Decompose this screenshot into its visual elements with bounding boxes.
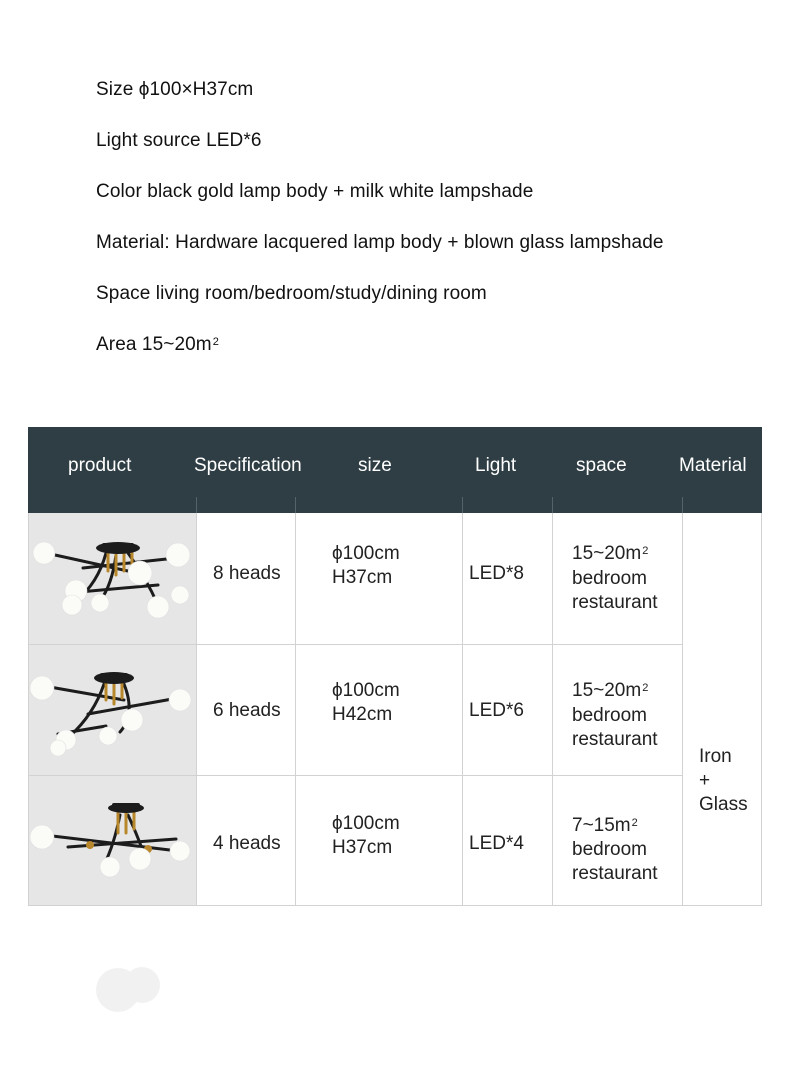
product-table: [28, 427, 762, 906]
space-restaurant: restaurant: [572, 863, 658, 884]
product-image-8-heads: [28, 513, 196, 644]
spec-light-source: Light source LED*6: [96, 130, 262, 151]
grid-line: [295, 513, 296, 906]
light-value: LED*8: [469, 563, 524, 584]
spec-size: Size ϕ100×H37cm: [96, 79, 254, 100]
space-restaurant: restaurant: [572, 592, 658, 613]
spec-heads: 4 heads: [213, 833, 281, 854]
spec-space: Space living room/bedroom/study/dining room: [96, 283, 487, 304]
header-divider: [295, 497, 296, 513]
space-area: [572, 679, 648, 703]
size-diameter: ϕ100cm: [332, 680, 400, 701]
space-bedroom: bedroom: [572, 705, 647, 726]
space-area-sup: 2: [631, 817, 638, 829]
size-diameter: ϕ100cm: [332, 543, 400, 564]
space-area: [572, 814, 638, 838]
header-divider: [552, 497, 553, 513]
light-value: LED*4: [469, 833, 524, 854]
material-plus: +: [699, 770, 711, 791]
table-row: [28, 775, 762, 906]
table-header: [28, 427, 762, 513]
table-body: [28, 513, 762, 906]
space-area-text: 15~20m: [572, 680, 642, 701]
material-glass: Glass: [699, 794, 748, 815]
material-cell: [682, 513, 762, 906]
grid-line: [682, 513, 683, 906]
header-size: size: [358, 455, 392, 476]
grid-line: [28, 513, 29, 906]
space-area-sup: 2: [642, 682, 649, 694]
grid-line: [28, 905, 762, 906]
header-material: Material: [679, 455, 747, 476]
spec-area: [96, 331, 664, 382]
grid-line: [28, 644, 682, 645]
size-diameter: ϕ100cm: [332, 813, 400, 834]
header-specification: Specification: [194, 455, 302, 476]
space-area: [572, 542, 648, 566]
space-area-text: 7~15m: [572, 815, 631, 836]
grid-line: [462, 513, 463, 906]
table-row: [28, 513, 762, 644]
grid-line: [761, 513, 762, 906]
watermark-shape: [88, 955, 168, 1025]
header-space: space: [576, 455, 627, 476]
spec-area-text: Area 15~20m: [96, 334, 212, 355]
spec-heads: 8 heads: [213, 563, 281, 584]
spec-heads: 6 heads: [213, 700, 281, 721]
size-height: H42cm: [332, 704, 393, 725]
size-height: H37cm: [332, 837, 393, 858]
space-bedroom: bedroom: [572, 568, 647, 589]
size-height: H37cm: [332, 567, 393, 588]
product-image-4-heads: [28, 775, 196, 906]
header-light: Light: [475, 455, 517, 476]
space-restaurant: restaurant: [572, 729, 658, 750]
header-divider: [462, 497, 463, 513]
header-product: product: [68, 455, 132, 476]
spec-area-sup: 2: [212, 336, 219, 348]
spec-color: Color black gold lamp body + milk white lampshade: [96, 181, 534, 202]
header-divider: [682, 497, 683, 513]
grid-line: [196, 513, 197, 906]
product-image-6-heads: [28, 644, 196, 775]
header-divider: [196, 497, 197, 513]
spec-list: [96, 76, 664, 382]
grid-line: [28, 775, 682, 776]
spec-material: Material: Hardware lacquered lamp body + blown glass lampshade: [96, 232, 664, 253]
space-bedroom: bedroom: [572, 839, 647, 860]
space-area-sup: 2: [642, 545, 649, 557]
grid-line: [552, 513, 553, 906]
material-iron: Iron: [699, 746, 732, 767]
table-row: [28, 644, 762, 775]
space-area-text: 15~20m: [572, 543, 642, 564]
light-value: LED*6: [469, 700, 524, 721]
